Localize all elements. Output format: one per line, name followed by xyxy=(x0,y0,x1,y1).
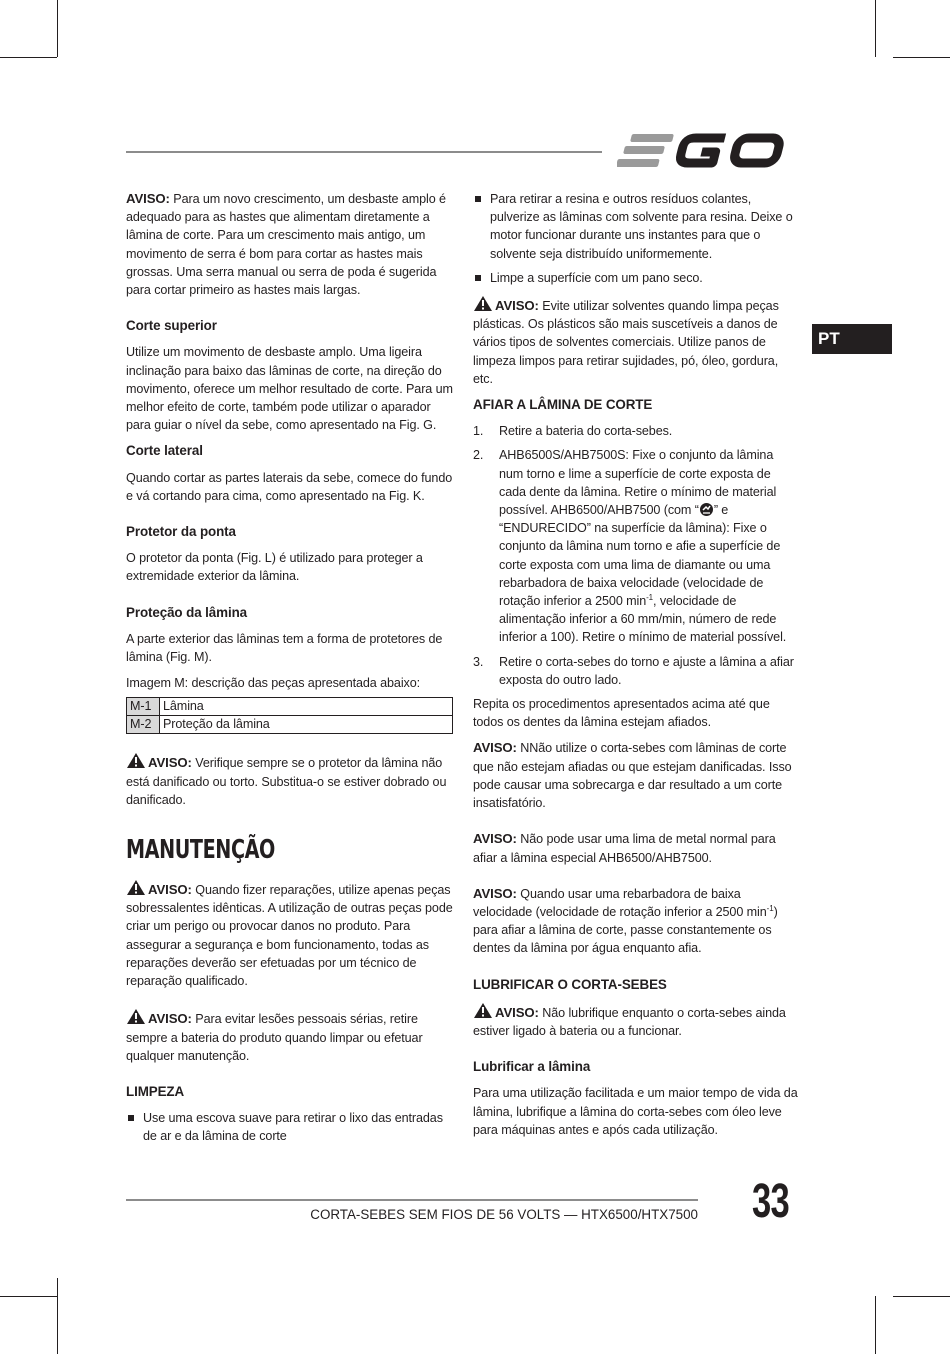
aviso-note: AVISO: Quando fizer reparações, utilize apenas peças sobressalentes idênticas. A utilização de outras peças pode criar um perigo ou provocar danos no produto. Para assegurar a segurança e bom funcionamento, todas as reparações deverão ser efetuadas por um técnico de reparação qualificado. xyxy=(126,879,456,990)
paragraph: Para uma utilização facilitada e um maior tempo de vida da lâmina, lubrifique a lâmina do corta-sebes com óleo leve para máquinas antes e após cada utilização. xyxy=(473,1086,798,1137)
footer-rule xyxy=(126,1199,698,1201)
section-heading: Proteção da lâmina xyxy=(126,604,247,620)
part-key: M-2 xyxy=(127,716,160,734)
paragraph: A parte exterior das lâminas tem a forma de protetores de lâmina (Fig. M). xyxy=(126,631,443,665)
warning-icon xyxy=(473,295,493,312)
aviso-note: AVISO: Verifique sempre se o protetor da lâmina não está danificado ou torto. Substitua-o se estiver dobrado ou danificado. xyxy=(126,752,456,809)
crop-mark xyxy=(875,1296,876,1354)
aviso-note: AVISO: Evite utilizar solventes quando limpa peças plásticas. Os plásticos são mais suscetíveis a danos de vários tipos de solventes comerciais. Utilize panos de limpeza limpos para retirar sujidades, pó, óleo, gordura, etc. xyxy=(473,295,800,388)
section-heading: LIMPEZA xyxy=(126,1083,185,1099)
aviso-note: AVISO: NNão utilize o corta-sebes com lâminas de corte que não estejam afiadas ou que estejam danificadas. Isso pode causar uma sobrecarga e dar resultado a um corte insatisfatório. xyxy=(473,740,792,811)
language-tab: PT xyxy=(812,324,892,354)
left-column xyxy=(126,190,456,1146)
section-heading: Protetor da ponta xyxy=(126,524,236,540)
image-caption: Imagem M: descrição das peças apresentada abaixo: xyxy=(126,676,421,691)
section-heading: Corte lateral xyxy=(126,443,203,459)
part-value: Proteção da lâmina xyxy=(160,716,453,734)
warning-icon xyxy=(126,1008,146,1025)
section-heading: Lubrificar a lâmina xyxy=(473,1059,591,1075)
warning-icon xyxy=(473,1002,493,1019)
paragraph: O protetor da ponta (Fig. L) é utilizado para proteger a extremidade exterior da lâmina. xyxy=(126,551,423,584)
list-item: 3. Retire o corta-sebes do torno e ajuste a lâmina a afiar exposta do outro lado. xyxy=(473,654,794,687)
hardened-blade-icon xyxy=(699,502,714,517)
footer-title: CORTA-SEBES SEM FIOS DE 56 VOLTS — HTX6500/HTX7500 xyxy=(310,1207,698,1222)
warning-icon xyxy=(126,879,146,896)
warning-icon xyxy=(126,752,146,769)
paragraph: Repita os procedimentos apresentados acima até que todos os dentes da lâmina estejam afiados. xyxy=(473,697,770,730)
paragraph: Utilize um movimento de desbaste amplo. Uma ligeira inclinação para baixo das lâminas de corte, na direção do movimento, oferece um melhor resultado de corte. Para um melhor efeito de corte, também pode utilizar o aparador para guiar o nível da sebe, como apresentado na Fig. G. xyxy=(126,345,453,433)
aviso-note: AVISO: Para evitar lesões pessoais sérias, retire sempre a bateria do produto quando limpar ou efetuar qualquer manutenção. xyxy=(126,1008,456,1065)
paragraph: Quando cortar as partes laterais da sebe, comece do fundo e vá cortando para cima, como apresentado na Fig. K. xyxy=(126,470,453,503)
table-row xyxy=(127,716,453,734)
header-rule xyxy=(126,151,602,153)
parts-table xyxy=(126,697,453,734)
part-key: M-1 xyxy=(127,698,160,716)
list-item: Para retirar a resina e outros resíduos colantes, pulverize as lâminas com solvente para resina. Deixe o motor funcionar durante uns instantes para que o solvente seja distribuído uniformemente. xyxy=(473,190,800,263)
crop-mark xyxy=(875,0,876,57)
crop-mark xyxy=(893,1296,950,1297)
crop-mark xyxy=(57,0,58,57)
part-value: Lâmina xyxy=(160,698,453,716)
section-heading: Corte superior xyxy=(126,318,217,334)
aviso-note: AVISO: Para um novo crescimento, um desbaste amplo é adequado para as hastes que alimentam diretamente a lâmina de corte. Para um crescimento mais antigo, um movimento de serra é bom para cortar as hastes mais grossas. Uma serra manual ou serra de poda é sugerida para cortar primeiro as hastes mais largas. xyxy=(126,191,446,298)
crop-mark xyxy=(893,57,950,58)
table-row xyxy=(127,698,453,716)
section-heading: LUBRIFICAR O CORTA-SEBES xyxy=(473,976,667,992)
section-title: MANUTENÇÃO xyxy=(126,835,275,866)
ego-logo xyxy=(617,130,799,172)
list-item: Limpe a superfície com um pano seco. xyxy=(473,269,800,287)
crop-mark xyxy=(0,1296,57,1297)
aviso-note: AVISO: Não lubrifique enquanto o corta-sebes ainda estiver ligado à bateria ou a funcionar. xyxy=(473,1002,800,1040)
list-item: 1. Retire a bateria do corta-sebes. xyxy=(473,424,673,439)
section-heading: AFIAR A LÂMINA DE CORTE xyxy=(473,397,653,413)
list-item: Use uma escova suave para retirar o lixo das entradas de ar e da lâmina de corte xyxy=(126,1109,456,1145)
crop-mark xyxy=(57,1278,58,1354)
aviso-note: AVISO: Não pode usar uma lima de metal normal para afiar a lâmina especial AHB6500/AHB7500. xyxy=(473,831,776,865)
right-column xyxy=(473,190,800,1139)
crop-mark xyxy=(0,57,57,58)
list-item: 2. AHB6500S/AHB7500S: Fixe o conjunto da lâmina num torno e lime a superfície de corte exposta de cada dente da lâmina. Retire o mínimo de material possível. AHB6500/AHB7500 (com “ ” e “ENDURECIDO” na superfície da lâmina): Fixe o conjunto da lâmina num torno e afie a superfície de corte exposta com uma lima de diamante ou uma rebarbadora de baixa velocidade (velocidade de rotação inferior a 2500 $\min^{-1}$, velocidade de alimentação inferior a 60 mm/min, número de rede inferior a 100). Retire o mínimo de material possível. xyxy=(473,448,787,645)
aviso-note: AVISO: Quando usar uma rebarbadora de baixa velocidade (velocidade de rotação inferior a 2500 $\min^{-1}$) para afiar a lâmina de corte, passe constantemente os dentes da lâmina por água enquanto afia. xyxy=(473,885,778,956)
page-number: 33 xyxy=(752,1175,790,1228)
